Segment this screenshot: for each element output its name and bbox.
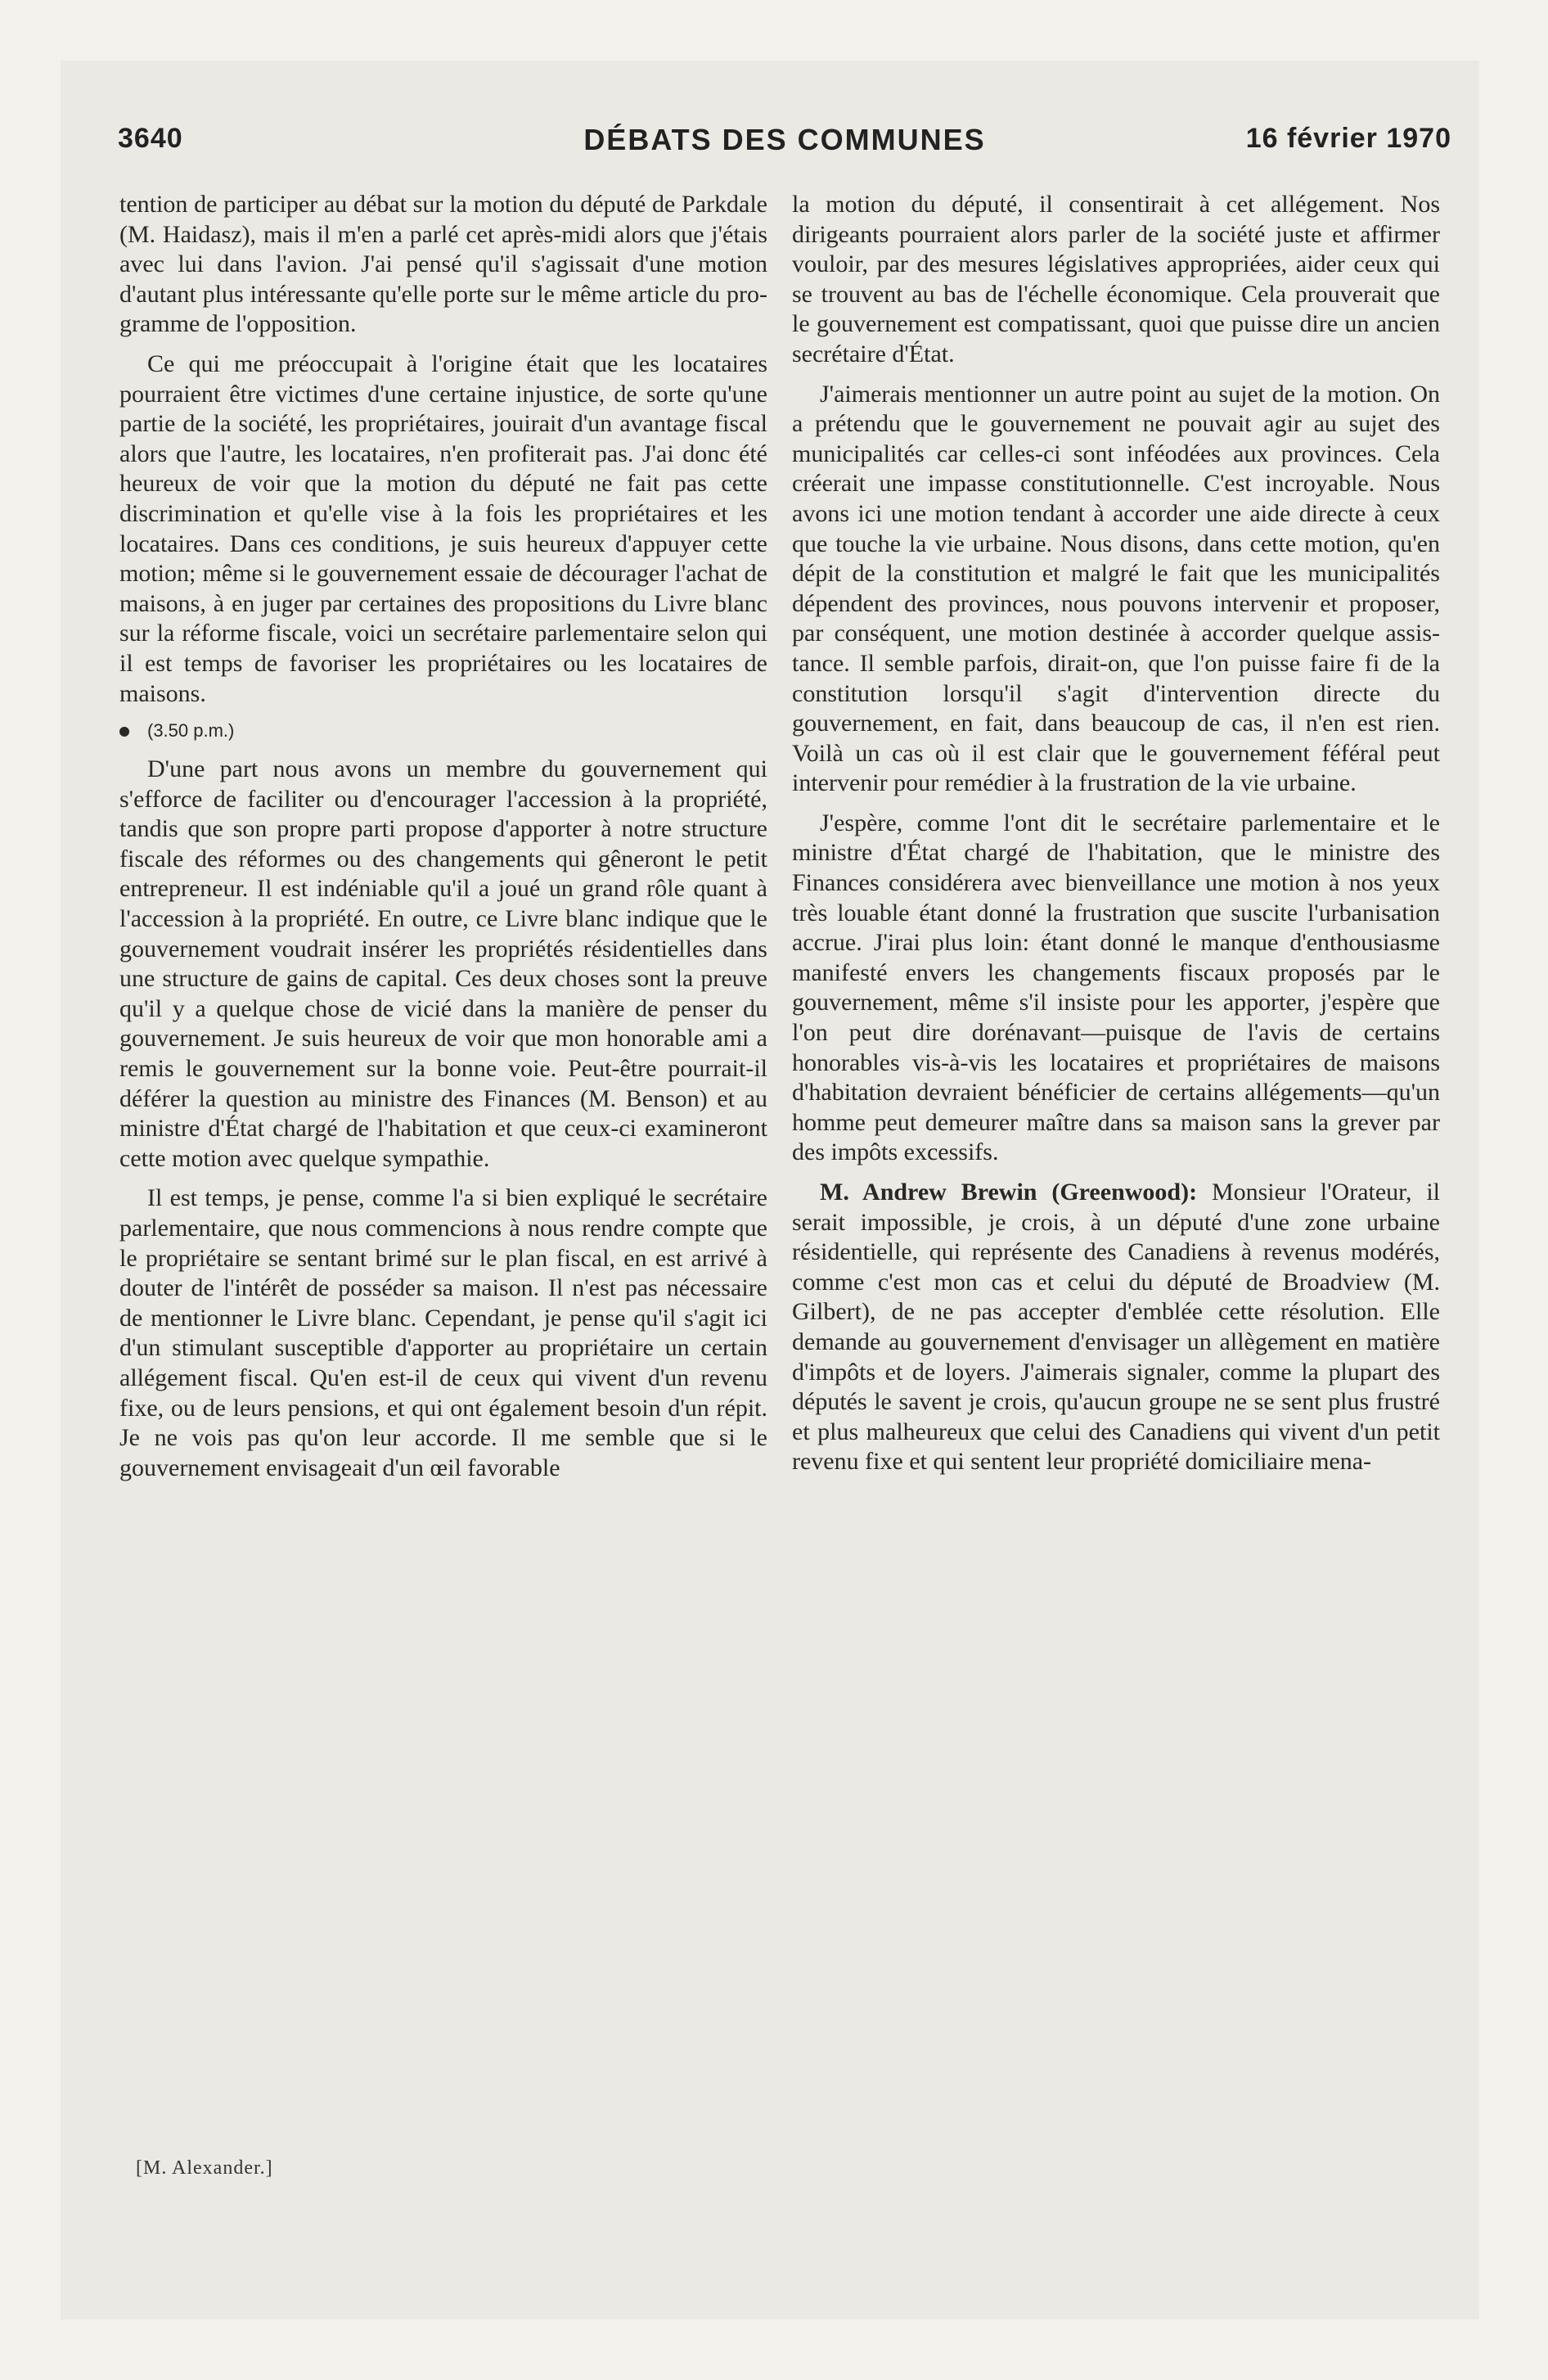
speech-text: Monsieur l'Orateur, il serait impossible, je crois, à un député d'une zone urbaine résidentielle, qui représente des Canadiens à revenus modérés, comme c'est mon cas et celui du député de Broadview (M. Gilbert), de ne pas accepter d'emblée cette résolution. Elle demande au gouvernement d'envisager un allègement en matière d'impôts et de loyers. J'aimerais signaler, comme la plupart des députés le savent je crois, qu'aucun groupe ne se sent plus frustré et plus malheureux que celui des Canadiens qui vivent d'un petit revenu fixe et qui sentent leur propriété domiciliaire mena- — [792, 1179, 1440, 1476]
paragraph: la motion du député, il consentirait à cet allégement. Nos dirigeants pourraient alors parler de la société juste et affirmer vouloir, par des mesures législatives appropriées, aider ceux qui se trouvent au bas de l'échelle économique. Cela prouverait que le gouvernement est compatissant, quoi que puisse dire un ancien secrétaire d'État. — [792, 191, 1440, 367]
paragraph: Il est temps, je pense, comme l'a si bien expliqué le secrétaire parlementaire, que nous commencions à nous rendre compte que le propriétaire se sentant brimé sur le plan fiscal, en est arrivé à douter de l'intérêt de posséder sa maison. Il n'est pas nécessaire de mentionner le Livre blanc. Cependant, je pense qu'il s'agit ici d'un stimulant susceptible d'apporter au propriétaire un certain allégement fiscal. Qu'en est-il de ceux qui vivent d'un revenu fixe, ou de leurs pensions, et qui ont également besoin d'un répit. Je ne vois pas qu'on leur accorde. Il me semble que si le gouvernement envisageait d'un œil favorable — [119, 1184, 767, 1481]
time-marker-text: (3.50 p.m.) — [147, 720, 235, 741]
page-number: 3640 — [118, 123, 183, 154]
right-column — [792, 190, 1440, 1487]
paragraph: J'espère, comme l'ont dit le secrétaire parlementaire et le ministre d'État chargé de l'habitation, que le ministre des Finances considérera avec bienveillance une motion à nos yeux très louable étant donné la frustration que suscite l'urbanisation accrue. J'irai plus loin: étant donné le manque d'enthousiasme manifesté envers les changements fiscaux proposés par le gouvernement, même s'il insiste pour les apporter, j'espère que l'on peut dire dorénavant—puisque de l'avis de certains honorables vis-à-vis les locataires et propriétaires de maisons d'habitation devraient bénéficier de certains allégements—qu'un homme peut demeurer maître dans sa maison sans la grever par des impôts excessifs. — [792, 809, 1440, 1166]
paragraph: Ce qui me préoccupait à l'origine était que les locataires pourraient être victimes d'une certaine injustice, de sorte qu'une partie de la société, les propriétaires, jouirait d'un avantage fiscal alors que l'autre, les locataires, n'en profiterait pas. J'ai donc été heureux de voir que la motion du député ne fait pas cette discrimination et qu'elle vise à la fois les propriétaires et les locataires. Dans ces conditions, je suis heureux d'appuyer cette motion; même si le gouvernement essaie de décourager l'achat de maisons, à en juger par certaines des propositions du Livre blanc sur la réforme fiscale, voici un secrétaire parlementaire selon qui il est temps de favoriser les propriétaires ou les locataires de maisons. — [119, 349, 767, 707]
speech-paragraph — [792, 1178, 1440, 1477]
bullet-icon — [119, 727, 129, 737]
speaker-name: M. Andrew Brewin (Greenwood): — [820, 1179, 1198, 1206]
page-header — [118, 123, 1451, 172]
paragraph: D'une part nous avons un membre du gouvernement qui s'efforce de faciliter ou d'encourager l'accession à la propriété, tandis que son propre parti propose d'apporter à notre structure fiscale des réformes ou des changements qui gêneront le petit entrepreneur. Il est indéniable qu'il a joué un grand rôle quant à l'accession à la propriété. En outre, ce Livre blanc indique que le gouvernement voudrait insérer les propriétés résidentielles dans une structure de gains de capital. Ces deux choses sont la preuve qu'il y a quelque chose de vicié dans la manière de penser du gouvernement. Je suis heureux de voir que mon honorable ami a remis le gouvernement sur la bonne voie. Peut-être pourrait-il déférer la question au ministre des Finances (M. Benson) et au ministre d'État chargé de l'habitation et que ceux-ci examineront cette motion avec quelque sympathie. — [119, 755, 767, 1172]
sitting-date: 16 février 1970 — [1245, 123, 1451, 154]
paragraph: J'aimerais mentionner un autre point au sujet de la motion. On a prétendu que le gouvernement ne pouvait agir au sujet des municipalités car celles-ci sont inféodées aux provinces. Cela créerait une impasse constitutionnelle. C'est incroyable. Nous avons ici une motion tendant à accorder une aide directe à ceux que touche la vie urbaine. Nous disons, dans cette motion, qu'en dépit de la constitution et malgré le fait que les municipalités dépendent des provinces, nous pouvons intervenir et proposer, par conséquent, une motion destinée à accorder quelque assistance. Il semble parfois, dirait-on, que l'on puisse faire fi de la constitution lorsqu'il s'agit d'intervention directe du gouvernement, en fait, dans beaucoup de cas, il n'en est rien. Voilà un cas où il est clair que le gouvernement féféral peut intervenir pour remédier à la frustration de la vie urbaine. — [792, 380, 1440, 797]
speaker-footnote: [M. Alexander.] — [136, 2157, 273, 2179]
paragraph: tention de participer au débat sur la motion du député de Parkdale (M. Haidasz), mais il m'en a parlé cet après-midi alors que j'étais avec lui dans l'avion. J'ai pensé qu'il s'agissait d'une motion d'autant plus intéressante qu'elle porte sur le même article du programme de l'opposition. — [119, 191, 767, 338]
left-column — [119, 190, 767, 1493]
publication-title: DÉBATS DES COMMUNES — [583, 123, 986, 156]
time-marker — [119, 719, 767, 743]
